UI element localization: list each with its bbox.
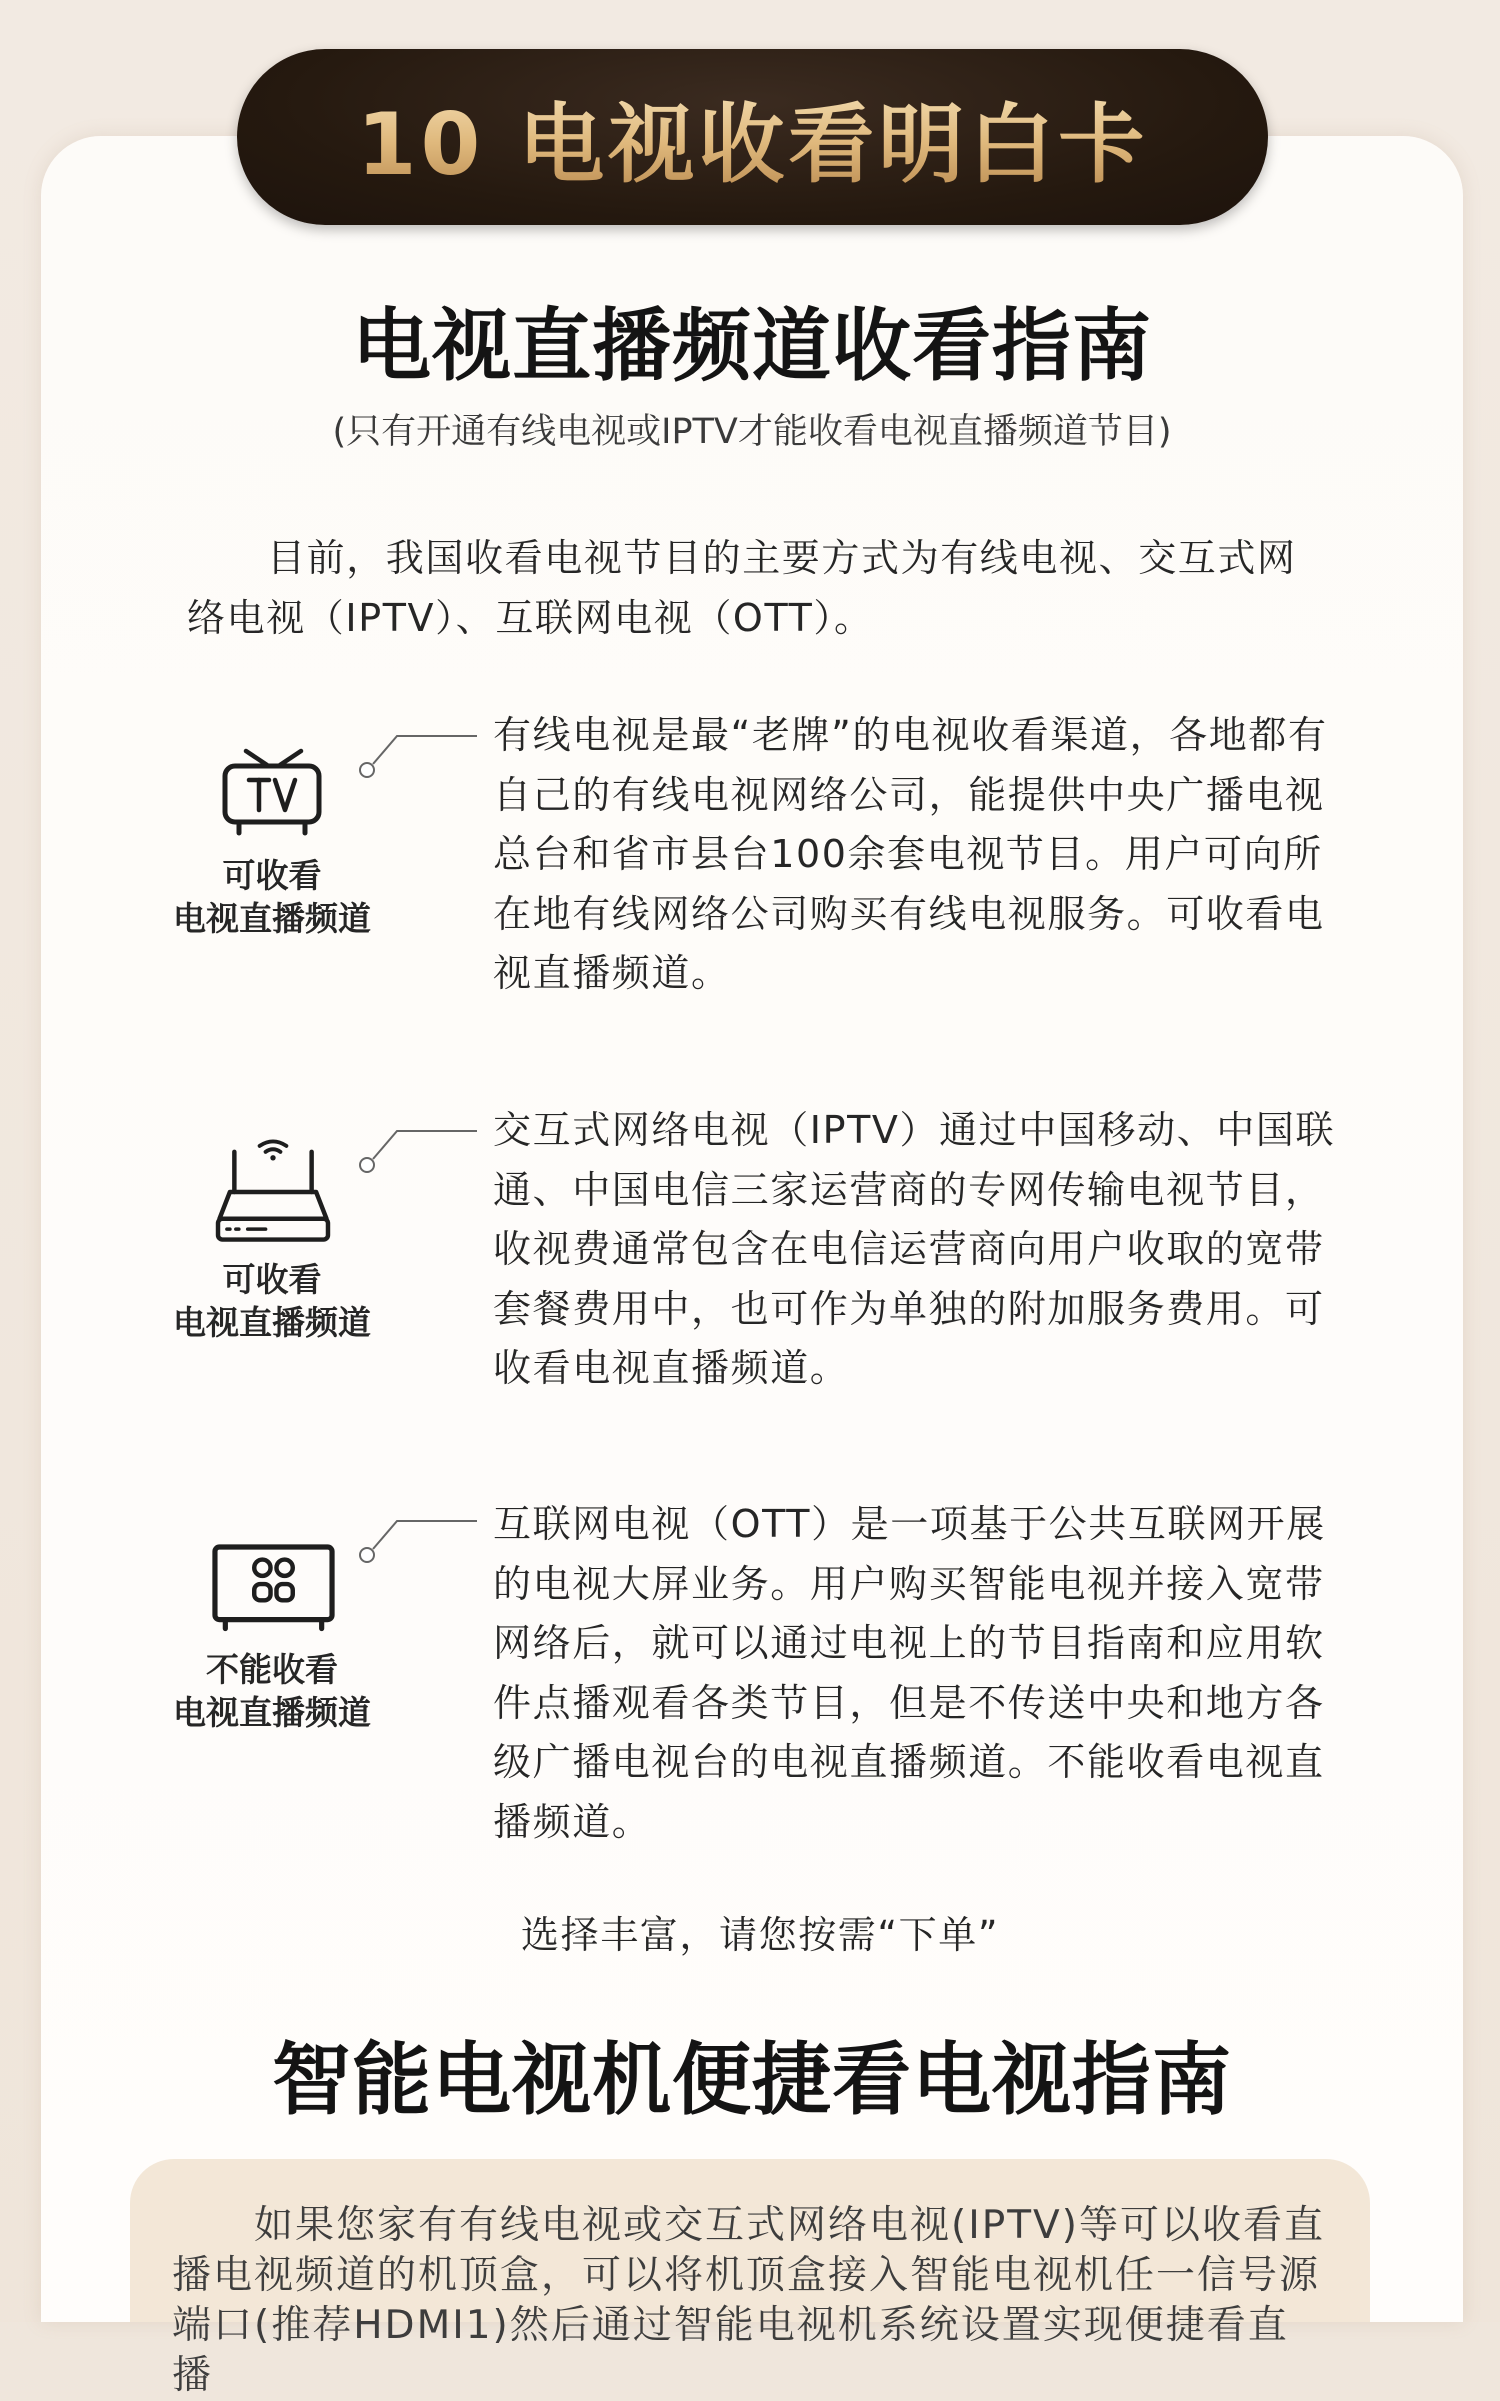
closing-note: 选择丰富，请您按需“下单”: [521, 1913, 1000, 1957]
tip-paragraph: 如果您家有有线电视或交互式网络电视(IPTV)等可以收看直播电视频道的机顶盒，可以将机顶盒接入智能电视机任一信号源端口(推荐HDMI1)然后通过智能电视机系统设置实现便捷看直播: [172, 2203, 1325, 2398]
item-label-ott: [162, 1648, 382, 1734]
item-label-cable-tv: [162, 854, 382, 940]
item-label-line1: 不能收看: [206, 1650, 338, 1689]
item-description-cable-tv: 有线电视是最“老牌”的电视收看渠道，各地都有自己的有线电视网络公司，能提供中央广播电视总台和省市县台100余套电视节目。用户可向所在地有线网络公司购买有线电视服务。可收看电视直播频道。: [493, 713, 1328, 995]
connector-line: [355, 727, 480, 782]
section2-title: 智能电视机便捷看电视指南: [272, 2034, 1232, 2126]
item-label-line2: 电视直播频道: [173, 899, 371, 938]
tip-box: [130, 2159, 1370, 2398]
tv-icon: [222, 748, 322, 838]
section1-subtitle: (只有开通有线电视或IPTV才能收看电视直播频道节目): [332, 412, 1172, 452]
item-label-line1: 可收看: [222, 1260, 322, 1299]
router-icon: [215, 1137, 331, 1244]
item-description-iptv: 交互式网络电视（IPTV）通过中国移动、中国联通、中国电信三家运营商的专网传输电视节目，收视费通常包含在电信运营商向用户收取的宽带套餐费用中，也可作为单独的附加服务费用。可收看电视直播频道。: [493, 1108, 1336, 1390]
smart-tv-icon: [212, 1544, 335, 1630]
header-title: 10 电视收看明白卡: [357, 75, 1149, 199]
item-label-iptv: [162, 1258, 382, 1344]
item-label-line2: 电视直播频道: [173, 1693, 371, 1732]
item-label-line1: 可收看: [222, 856, 322, 895]
header-badge: [237, 49, 1268, 225]
connector-line: [355, 1512, 480, 1567]
connector-line: [355, 1122, 480, 1177]
section1-title: 电视直播频道收看指南: [352, 300, 1152, 392]
intro-paragraph: 目前，我国收看电视节目的主要方式为有线电视、交互式网络电视（IPTV）、互联网电视（OTT）。: [187, 536, 1297, 640]
item-description-ott: 互联网电视（OTT）是一项基于公共互联网开展的电视大屏业务。用户购买智能电视并接入宽带网络后，就可以通过电视上的节目指南和应用软件点播观看各类节目，但是不传送中央和地方各级广播电视台的电视直播频道。不能收看电视直播频道。: [493, 1502, 1326, 1844]
item-label-line2: 电视直播频道: [173, 1303, 371, 1342]
